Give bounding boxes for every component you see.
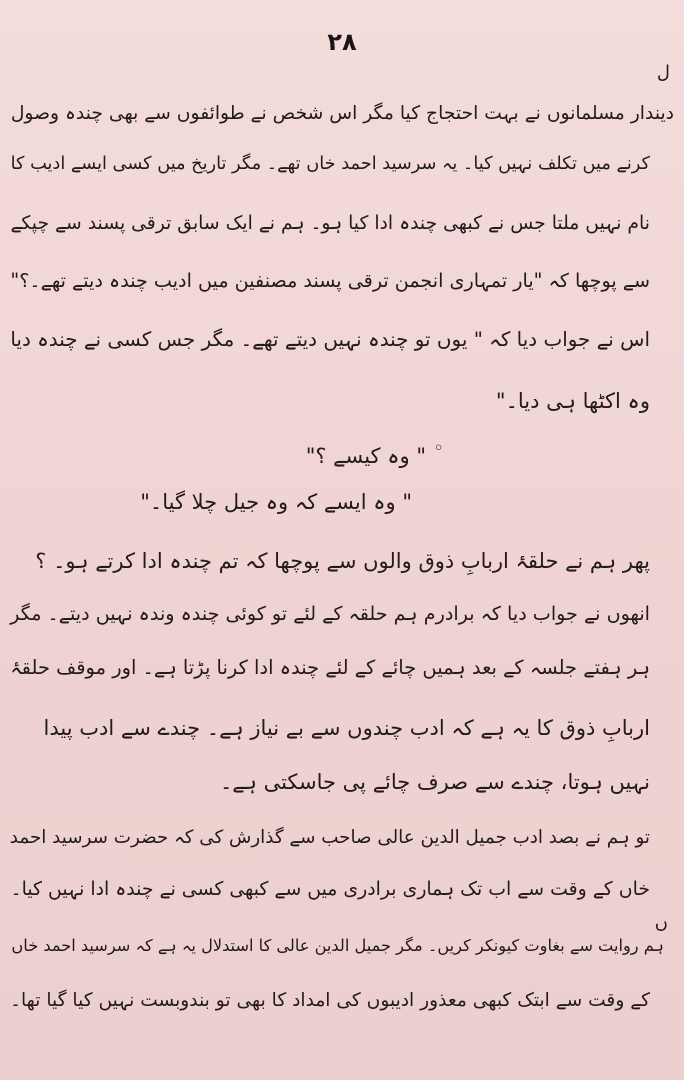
text-line-15: خاں کے وقت سے اب تک ہماری برادری میں سے کبھی کسی نے چندہ ادا نہیں کیا۔ bbox=[10, 878, 650, 900]
margin-note-top: ل bbox=[656, 62, 670, 83]
text-line-1: دیندار مسلمانوں نے بہت احتجاج کیا مگر اس شخص نے طوائفوں سے بھی چندہ وصول bbox=[10, 103, 674, 124]
text-line-16: ہم روایت سے بغاوت کیونکر کریں۔ مگر جمیل الدین عالی کا استدلال یہ ہے کہ سرسید احمد خاں bbox=[11, 936, 664, 955]
text-line-9: پھر ہم نے حلقۂ اربابِ ذوق والوں سے پوچھا کہ تم چندہ ادا کرتے ہو۔ ؟ bbox=[35, 549, 650, 573]
text-line-5: اس نے جواب دیا کہ " یوں تو چندہ نہیں دیتے تھے۔ مگر جس کسی نے چندہ دیا bbox=[10, 328, 650, 351]
text-line-6: وہ اکٹھا ہی دیا۔" bbox=[495, 389, 650, 413]
text-line-12: اربابِ ذوق کا یہ ہے کہ ادب چندوں سے بے نیاز ہے۔ چندے سے ادب پیدا bbox=[43, 716, 650, 740]
document-page: ۲۸ ل دیندار مسلمانوں نے بہت احتجاج کیا مگر اس شخص نے طوائفوں سے بھی چندہ وصول کرنے میں تکلف نہیں کیا۔ یہ سرسید احمد خاں تھے۔ مگر تاریخ میں کسی ایسے ادیب کا نام نہیں ملتا جس نے کبھی چندہ ادا کیا ہو۔ ہم نے ایک سابق ترقی پسند سے چپکے سے پوچھا کہ "یار تمہاری انجمن ترقی پسند مصنفین میں ادیب چندہ دیتے تھے۔؟" اس نے جواب دیا کہ " یوں تو چندہ نہیں دیتے تھے۔ مگر جس کسی نے چندہ دیا وہ اکٹھا ہی دیا۔" ◦ " وہ کیسے ؟" " وہ ایسے کہ وہ جیل چلا گیا۔" پھر ہم نے حلقۂ اربابِ ذوق والوں سے پوچھا کہ تم چندہ ادا کرتے ہو۔ ؟ انھوں نے جواب دیا کہ برادرم ہم حلقہ کے لئے تو کوئی چندہ وندہ نہیں دیتے۔ مگر ہر ہفتے جلسہ کے بعد ہمیں چائے کے لئے چندہ ادا کرنا پڑتا ہے۔ اور موقف حلقۂ اربابِ ذوق کا یہ ہے کہ ادب چندوں سے بے نیاز ہے۔ چندے سے ادب پیدا نہیں ہوتا، چندے سے صرف چائے پی جاسکتی ہے۔ تو ہم نے بصد ادب جمیل الدین عالی صاحب سے گذارش کی کہ حضرت سرسید احمد خاں کے وقت سے اب تک ہماری برادری میں سے کبھی کسی نے چندہ ادا نہیں کیا۔ ں ہم روایت سے بغاوت کیونکر کریں۔ مگر جمیل الدین عالی کا استدلال یہ ہے کہ سرسید احمد خاں کے وقت سے ابتک کبھی معذور ادیبوں کی امداد کا بھی تو بندوبست نہیں کیا گیا تھا۔ bbox=[0, 0, 684, 1080]
text-line-13: نہیں ہوتا، چندے سے صرف چائے پی جاسکتی ہے۔ bbox=[220, 770, 650, 794]
text-line-17: کے وقت سے ابتک کبھی معذور ادیبوں کی امداد کا بھی تو بندوبست نہیں کیا گیا تھا۔ bbox=[10, 990, 650, 1011]
page-number: ۲۸ bbox=[327, 28, 357, 56]
text-line-7: " وہ کیسے ؟" bbox=[305, 444, 426, 468]
text-line-11: ہر ہفتے جلسہ کے بعد ہمیں چائے کے لئے چندہ ادا کرنا پڑتا ہے۔ اور موقف حلقۂ bbox=[10, 656, 650, 679]
text-line-4: سے پوچھا کہ "یار تمہاری انجمن ترقی پسند مصنفین میں ادیب چندہ دیتے تھے۔؟" bbox=[10, 269, 650, 292]
text-line-3: نام نہیں ملتا جس نے کبھی چندہ ادا کیا ہو۔ ہم نے ایک سابق ترقی پسند سے چپکے bbox=[10, 213, 650, 234]
text-line-8: " وہ ایسے کہ وہ جیل چلا گیا۔" bbox=[140, 490, 412, 514]
text-line-2: کرنے میں تکلف نہیں کیا۔ یہ سرسید احمد خاں تھے۔ مگر تاریخ میں کسی ایسے ادیب کا bbox=[10, 154, 650, 174]
text-line-14: تو ہم نے بصد ادب جمیل الدین عالی صاحب سے گذارش کی کہ حضرت سرسید احمد bbox=[9, 827, 650, 848]
text-line-10: انھوں نے جواب دیا کہ برادرم ہم حلقہ کے لئے تو کوئی چندہ وندہ نہیں دیتے۔ مگر bbox=[10, 602, 650, 625]
margin-note-bottom: ں bbox=[654, 912, 668, 933]
